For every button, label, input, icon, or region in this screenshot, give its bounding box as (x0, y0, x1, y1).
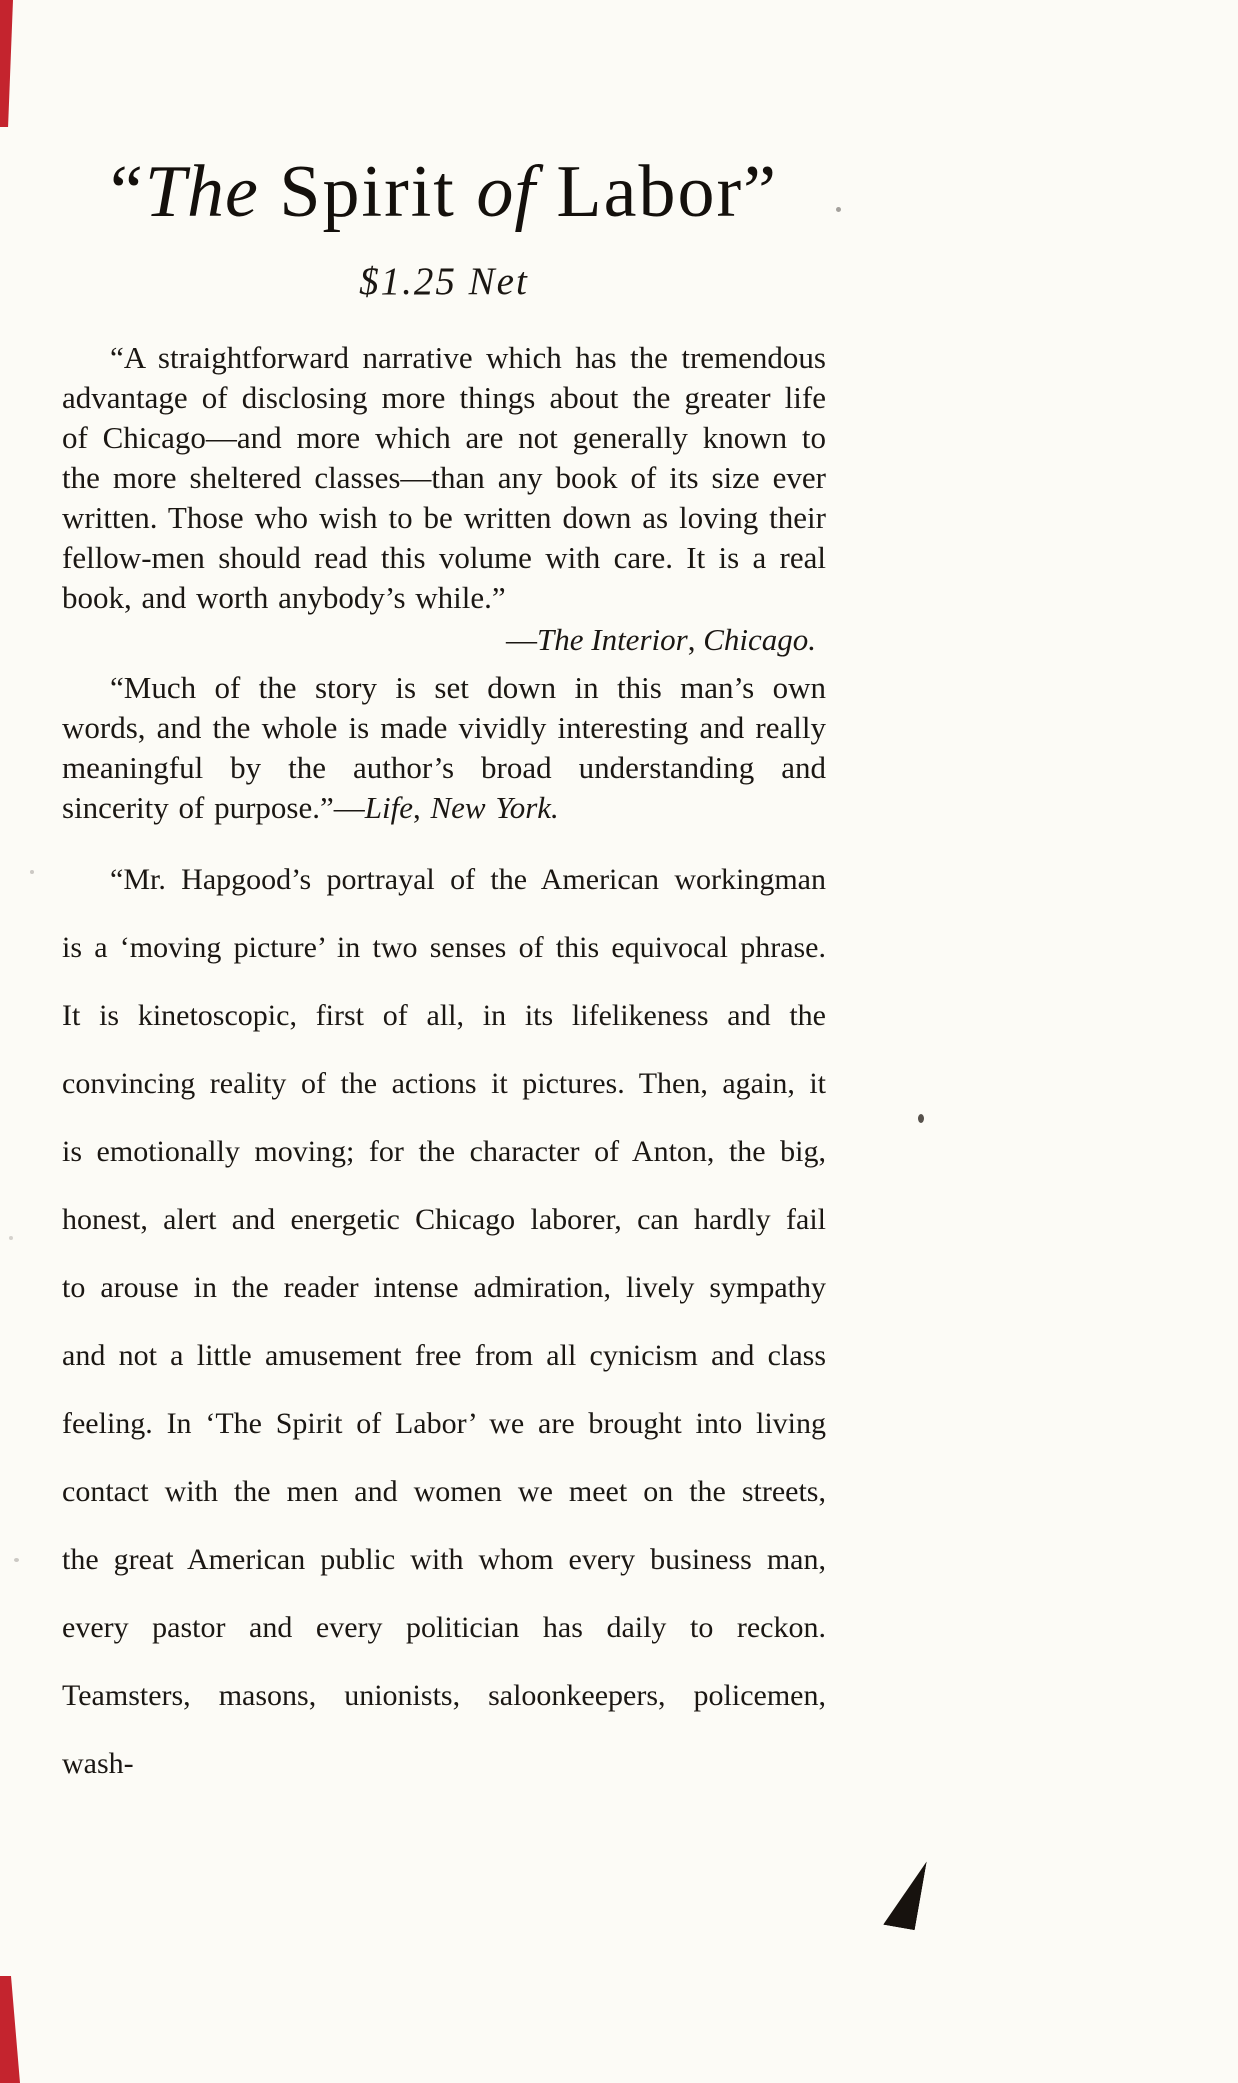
review-quote-interior: “A straightforward narrative which has the tremendous advantage of disclosing more things about the greater life of Chicago—and more which are not generally known to the more sheltered classes—than any book of its size ever written. Those who wish to be written down as loving their fellow-men should read this volume with care. It is a real book, and worth anybody’s while.” (62, 340, 826, 615)
scan-speck (918, 1114, 924, 1123)
attribution-interior-chicago: —The Interior, Chicago. (506, 622, 816, 657)
text-column (62, 0, 826, 1798)
review-quote-hapgood: “Mr. Hapgood’s portrayal of the American workingman is a ‘moving picture’ in two senses of this equivocal phrase. It is kinetoscopic, first of all, in its lifelikeness and the convincing reality of the actions it pictures. Then, again, it is emotionally moving; for the character of Anton, the big, honest, alert and energetic Chicago laborer, can hardly fail to arouse in the reader intense admiration, lively sympathy and not a little amusement free from all cynicism and class feeling. In ‘The Spirit of Labor’ we are brought into living contact with the men and women we meet on the streets, the great American public with whom every business man, every pastor and every politician has daily to reckon. Teamsters, masons, unionists, saloonkeepers, policemen, wash- (62, 863, 826, 1780)
scan-speck (30, 870, 34, 874)
scan-artifact-page-corner-mark (883, 1856, 927, 1930)
scan-speck (836, 207, 841, 212)
scan-speck (14, 1558, 19, 1562)
scan-artifact-red-bottom-left (0, 1976, 20, 2083)
price-line: $1.25 Net (359, 260, 529, 303)
scan-artifact-red-top-left (0, 0, 13, 127)
scan-speck (9, 1236, 13, 1240)
book-title: “The Spirit of Labor” (110, 151, 778, 233)
review-quote-life-new-york: “Much of the story is set down in this man’s own words, and the whole is made vividly interesting and really meaningful by the author’s broad understanding and sincerity of purpose.”—Life, New York. (62, 670, 826, 825)
